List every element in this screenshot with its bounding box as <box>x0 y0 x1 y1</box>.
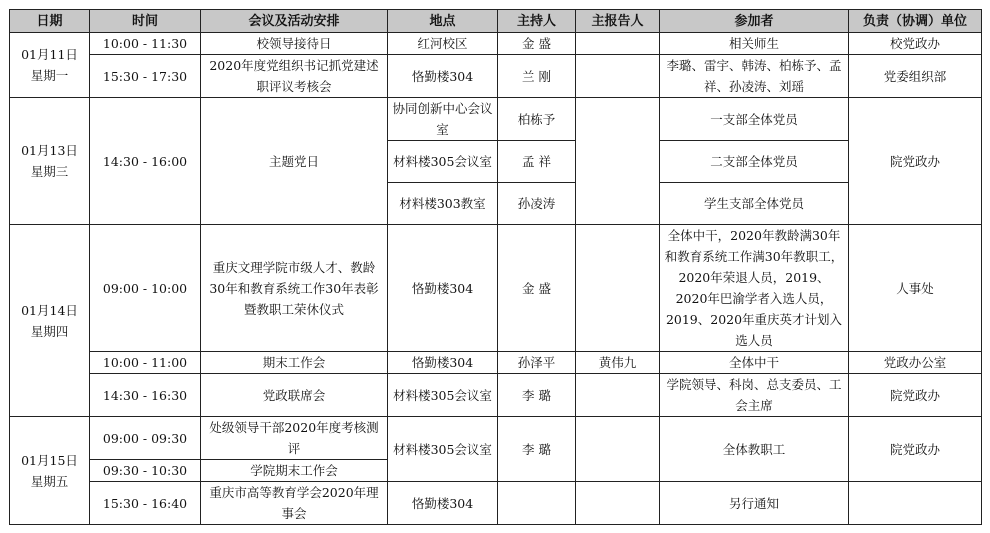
host-cell: 金 盛 <box>498 33 576 55</box>
attendees-cell: 学生支部全体党员 <box>660 183 849 225</box>
attendees-cell: 相关师生 <box>660 33 849 55</box>
place-cell: 恪勤楼304 <box>388 225 498 352</box>
host-cell: 李 璐 <box>498 374 576 417</box>
table-row <box>10 225 982 352</box>
host-cell: 柏栋予 <box>498 98 576 141</box>
place-cell: 恪勤楼304 <box>388 55 498 98</box>
time-cell: 14:30 - 16:30 <box>90 374 201 417</box>
attendees-cell: 二支部全体党员 <box>660 141 849 183</box>
attendees-cell: 学院领导、科岗、总支委员、工会主席 <box>660 374 849 417</box>
event-cell: 期末工作会 <box>201 352 388 374</box>
header-attendees: 参加者 <box>660 10 849 33</box>
date-label: 01月15日 <box>21 452 78 468</box>
time-cell: 15:30 - 17:30 <box>90 55 201 98</box>
time-cell: 10:00 - 11:00 <box>90 352 201 374</box>
table-row <box>10 374 982 417</box>
time-cell: 09:30 - 10:30 <box>90 460 201 482</box>
table-row <box>10 417 982 460</box>
unit-cell: 校党政办 <box>849 33 982 55</box>
date-label: 01月13日 <box>21 143 78 158</box>
header-unit: 负责（协调）单位 <box>849 10 982 33</box>
attendees-cell: 全体中干，2020年教龄满30年和教育系统工作满30年教职工，2020年荣退人员，2019、2020年巴渝学者入选人员，2019、2020年重庆英才计划入选人员 <box>660 225 849 352</box>
header-event: 会议及活动安排 <box>201 10 388 33</box>
unit-cell <box>849 482 982 525</box>
time-cell: 14:30 - 16:00 <box>90 98 201 225</box>
unit-cell: 院党政办 <box>849 98 982 225</box>
unit-cell: 院党政办 <box>849 374 982 417</box>
header-host: 主持人 <box>498 10 576 33</box>
reporter-cell <box>576 98 660 225</box>
place-cell: 恪勤楼304 <box>388 352 498 374</box>
unit-cell: 党政办公室 <box>849 352 982 374</box>
reporter-cell <box>576 55 660 98</box>
reporter-cell <box>576 482 660 525</box>
attendees-cell: 全体中干 <box>660 352 849 374</box>
host-cell: 李 璐 <box>498 417 576 482</box>
time-cell: 15:30 - 16:40 <box>90 482 201 525</box>
event-cell: 重庆文理学院市级人才、教龄30年和教育系统工作30年表彰暨教职工荣休仪式 <box>201 225 388 352</box>
place-cell: 红河校区 <box>388 33 498 55</box>
header-date: 日期 <box>10 10 90 33</box>
event-cell: 主题党日 <box>201 98 388 225</box>
event-cell: 2020年度党组织书记抓党建述职评议考核会 <box>201 55 388 98</box>
event-cell: 处级领导干部2020年度考核测评 <box>201 417 388 460</box>
date-cell <box>10 98 90 225</box>
attendees-cell: 全体教职工 <box>660 417 849 482</box>
table-row <box>10 55 982 98</box>
reporter-cell: 黄伟九 <box>576 352 660 374</box>
unit-cell: 党委组织部 <box>849 55 982 98</box>
date-label: 01月11日 <box>21 47 78 62</box>
attendees-cell: 一支部全体党员 <box>660 98 849 141</box>
table-row <box>10 352 982 374</box>
weekday-label: 星期四 <box>30 323 69 339</box>
header-time: 时间 <box>90 10 201 33</box>
schedule-table <box>9 9 982 525</box>
event-cell: 校领导接待日 <box>201 33 388 55</box>
place-cell: 材料楼303教室 <box>388 183 498 225</box>
reporter-cell <box>576 374 660 417</box>
host-cell: 孙凌涛 <box>498 183 576 225</box>
weekday-label: 星期三 <box>30 164 69 179</box>
place-cell: 恪勤楼304 <box>388 482 498 525</box>
place-cell: 协同创新中心会议室 <box>388 98 498 141</box>
table-row <box>10 98 982 141</box>
date-label: 01月14日 <box>21 302 78 318</box>
weekday-label: 星期一 <box>30 68 69 83</box>
unit-cell: 院党政办 <box>849 417 982 482</box>
table-row <box>10 482 982 525</box>
header-reporter: 主报告人 <box>576 10 660 33</box>
host-cell <box>498 482 576 525</box>
reporter-cell <box>576 225 660 352</box>
header-place: 地点 <box>388 10 498 33</box>
date-cell <box>10 33 90 98</box>
table-row <box>10 33 982 55</box>
unit-cell: 人事处 <box>849 225 982 352</box>
place-cell: 材料楼305会议室 <box>388 141 498 183</box>
host-cell: 孙泽平 <box>498 352 576 374</box>
header-row <box>10 10 982 33</box>
attendees-cell: 李璐、雷宇、韩涛、柏栋予、孟祥、孙凌涛、刘瑶 <box>660 55 849 98</box>
time-cell: 09:00 - 09:30 <box>90 417 201 460</box>
reporter-cell <box>576 417 660 482</box>
event-cell: 党政联席会 <box>201 374 388 417</box>
date-cell <box>10 225 90 417</box>
attendees-cell: 另行通知 <box>660 482 849 525</box>
reporter-cell <box>576 33 660 55</box>
event-cell: 学院期末工作会 <box>201 460 388 482</box>
host-cell: 金 盛 <box>498 225 576 352</box>
weekday-label: 星期五 <box>30 473 69 489</box>
time-cell: 09:00 - 10:00 <box>90 225 201 352</box>
place-cell: 材料楼305会议室 <box>388 417 498 482</box>
place-cell: 材料楼305会议室 <box>388 374 498 417</box>
host-cell: 孟 祥 <box>498 141 576 183</box>
date-cell <box>10 417 90 525</box>
event-cell: 重庆市高等教育学会2020年理事会 <box>201 482 388 525</box>
host-cell: 兰 刚 <box>498 55 576 98</box>
time-cell: 10:00 - 11:30 <box>90 33 201 55</box>
